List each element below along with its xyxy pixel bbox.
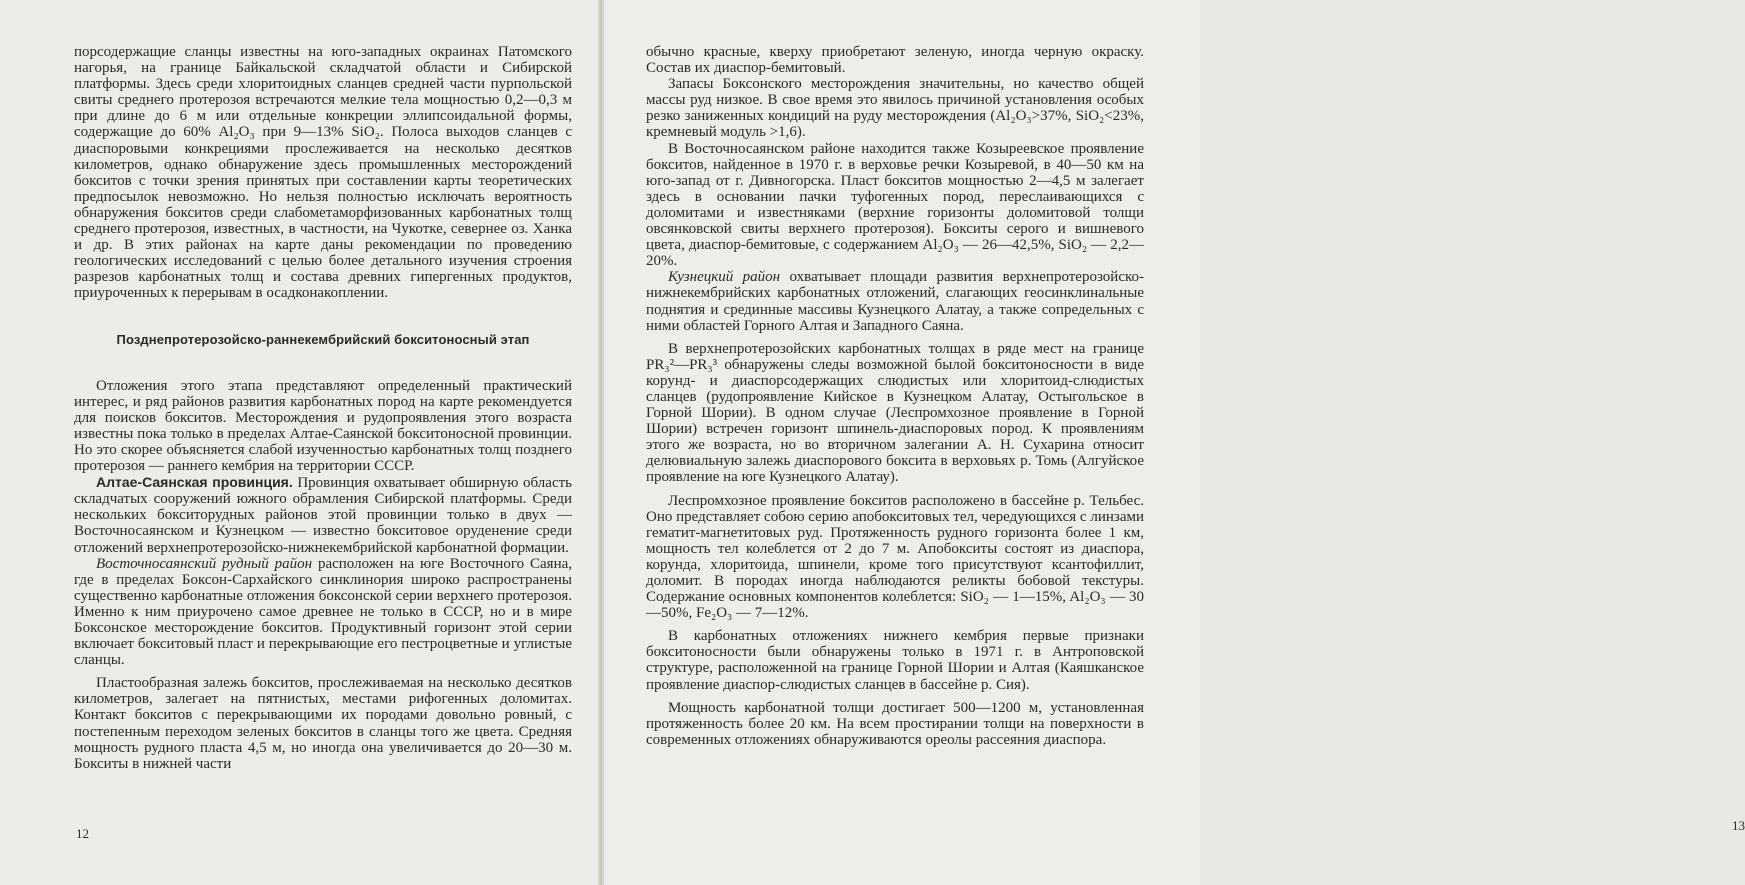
paragraph: Отложения этого этапа представляют определенный практический интерес, и ряд районов развития карбонатных пород на карте рекомендуется для поисков бокситов. Месторождения и рудопроявления этого возраста известны пока только в пределах Алтае-Саянской бокситоносной провинции. Но это скорее объясняется слабой изученностью карбонатных толщ позднего протерозоя — раннего кембрия на территории СССР.: [74, 378, 572, 475]
paragraph: порсодержащие сланцы известны на юго-западных окраинах Патомского нагорья, на границе Байкальской складчатой области и Сибирской платформы. Здесь среди хлоритоидных сланцев средней части пурпольской свиты среднего протерозоя встречаются мелкие тела мощностью 0,2—0,3 м при длине до 6 м или отдельные конкреции эллипсоидальной формы, содержащие до 60% Al₂O₃ при 9—13% SiO₂. Полоса выходов сланцев с диаспоровыми конкрециями прослеживается на несколько десятков километров, однако обнаружение здесь промышленных месторождений бокситов с точки зрения принятых при составлении карты теоретических предпосылок невозможно. Но нельзя полностью исключать вероятность обнаружения бокситов среди слабометаморфизованных карбонатных толщ среднего протерозоя, известных, в частности, на Чукотке, севернее оз. Ханка и др. В этих районах на карте даны рекомендации по проведению геологических исследований с целью более детального изучения строения разрезов карбонатных толщ и состава древних гипергенных продуктов, приуроченных к перерывам в осадконакоплении.: [74, 44, 572, 302]
left-page-text: [74, 44, 572, 772]
paragraph-text: расположен на юге Восточного Саяна, где в пределах Боксон-Сархайского синклинория широко распространены существенно карбонатные отложения боксонской серии верхнего протерозоя. Именно к ним приурочено самое древнее не только в СССР, но и в мире Боксонское месторождение бокситов. Продуктивный горизонт этой серии включает бокситовый пласт и перекрывающие его пестроцветные и углистые сланцы.: [74, 556, 572, 669]
paragraph: В Восточносаянском районе находится также Козыреевское проявление бокситов, найденное в 1970 г. в верховье речки Козыревой, в 40—50 км на юго-запад от г. Дивногорска. Пласт бокситов мощностью 2—4,5 м залегает здесь в основании пачки туфогенных пород, переслаивающихся с доломитами и известняками (верхние горизонты доломитовой толщи овсянковской свиты верхнего протерозоя). Бокситы серого и вишневого цвета, диаспор-бемитовые, с содержанием Al₂O₃ — 26—42,5%, SiO₂ — 2,2—20%.: [646, 141, 1144, 270]
paragraph-text: охватывает площади развития верхнепротерозойско-нижнекембрийских карбонатных отложений, слагающих геосинклинальные поднятия и срединные массивы Кузнецкого Алатау, а также сопредельных с ними областей Горного Алтая и Западного Саяна.: [646, 269, 1144, 333]
district-title: Кузнецкий район: [668, 269, 780, 285]
province-title: Алтае-Саянская провинция.: [96, 474, 293, 490]
section-heading: Позднепротерозойско-раннекембрийский бокситоносный этап: [74, 332, 572, 348]
page-number: 12: [76, 826, 89, 842]
paragraph: Мощность карбонатной толщи достигает 500—1200 м, установленная протяженность более 20 км. На всем простирании толщи на поверхности в современных отложениях обнаруживаются ореолы рассеяния диаспора.: [646, 700, 1144, 748]
paragraph: Леспромхозное проявление бокситов расположено в бассейне р. Тельбес. Оно представляет собою серию апобокситовых тел, чередующихся с линзами гематит-магнетитовых руд. Протяженность рудного горизонта более 1 км, мощность тел колеблется от 2 до 7 м. Апобокситы состоят из диаспора, корунда, хлоритоида, шпинели, кроме того присутствуют ксантофиллит, доломит. В породах иногда наблюдаются реликты бобовой текстуры. Содержание основных компонентов колеблется: SiO₂ — 1—15%, Al₂O₃ — 30—50%, Fe₂O₃ — 7—12%.: [646, 493, 1144, 622]
paragraph: обычно красные, кверху приобретают зеленую, иногда черную окраску. Состав их диаспор-бемитовый.: [646, 44, 1144, 76]
paragraph: Пластообразная залежь бокситов, прослеживаемая на несколько десятков километров, залегает на пятнистых, местами рифогенных доломитах. Контакт бокситов с перекрывающими их породами довольно ровный, с постепенным переходом зеленых бокситов в сланцы того же цвета. Средняя мощность рудного пласта 4,5 м, но иногда она увеличивается до 20—30 м. Бокситы в нижней части: [74, 675, 572, 772]
book-gutter: [598, 0, 604, 885]
paragraph: [646, 269, 1144, 333]
paragraph: [74, 474, 572, 555]
paragraph-text: Провинция охватывает обширную область складчатых сооружений южного обрамления Сибирской платформы. Среди нескольких бокситорудных районов этой провинции только в двух — Восточносаянском и Кузнецком — известно бокситовое оруденение среди отложений верхнепротерозойско-нижнекембрийской карбонатной формации.: [74, 475, 572, 555]
right-page-text: [646, 44, 1144, 748]
right-page: [600, 0, 1200, 885]
paragraph: Запасы Боксонского месторождения значительны, но качество общей массы руд низкое. В свое время это явилось причиной установления особых резко заниженных кондиций на руду месторождения (Al₂O₃>37%, SiO₂<23%, кремневый модуль >1,6).: [646, 76, 1144, 140]
left-page: [0, 0, 600, 885]
district-title: Восточносаянский рудный район: [96, 556, 312, 572]
paragraph: В верхнепротерозойских карбонатных толщах в ряде мест на границе PR₃²—PR₃³ обнаружены следы возможной былой бокситоносности в виде корунд- и диаспорсодержащих слюдистых или хлоритоид-слюдистых сланцев (рудопроявление Кийское в Кузнецком Алатау, Остыгольское в Горной Шории). В одном случае (Леспромхозное проявление в Горной Шории) встречен горизонт шпинель-диаспоровых пород. К проявлениям этого же возраста, но во вторичном залегании А. Н. Сухарина относит делювиальную залежь диаспорового боксита в верховьях р. Томь (Алгуйское проявление на юге Кузнецкого Алатау).: [646, 341, 1144, 486]
paragraph: [74, 556, 572, 669]
paragraph: В карбонатных отложениях нижнего кембрия первые признаки бокситоносности были обнаружены только в 1971 г. в Антроповской структуре, расположенной на границе Горной Шории и Алтая (Каяшканское проявление диаспор-слюдистых сланцев в бассейне р. Сия).: [646, 628, 1144, 692]
book-spread: [0, 0, 1200, 885]
page-number: 13: [1732, 818, 1745, 834]
